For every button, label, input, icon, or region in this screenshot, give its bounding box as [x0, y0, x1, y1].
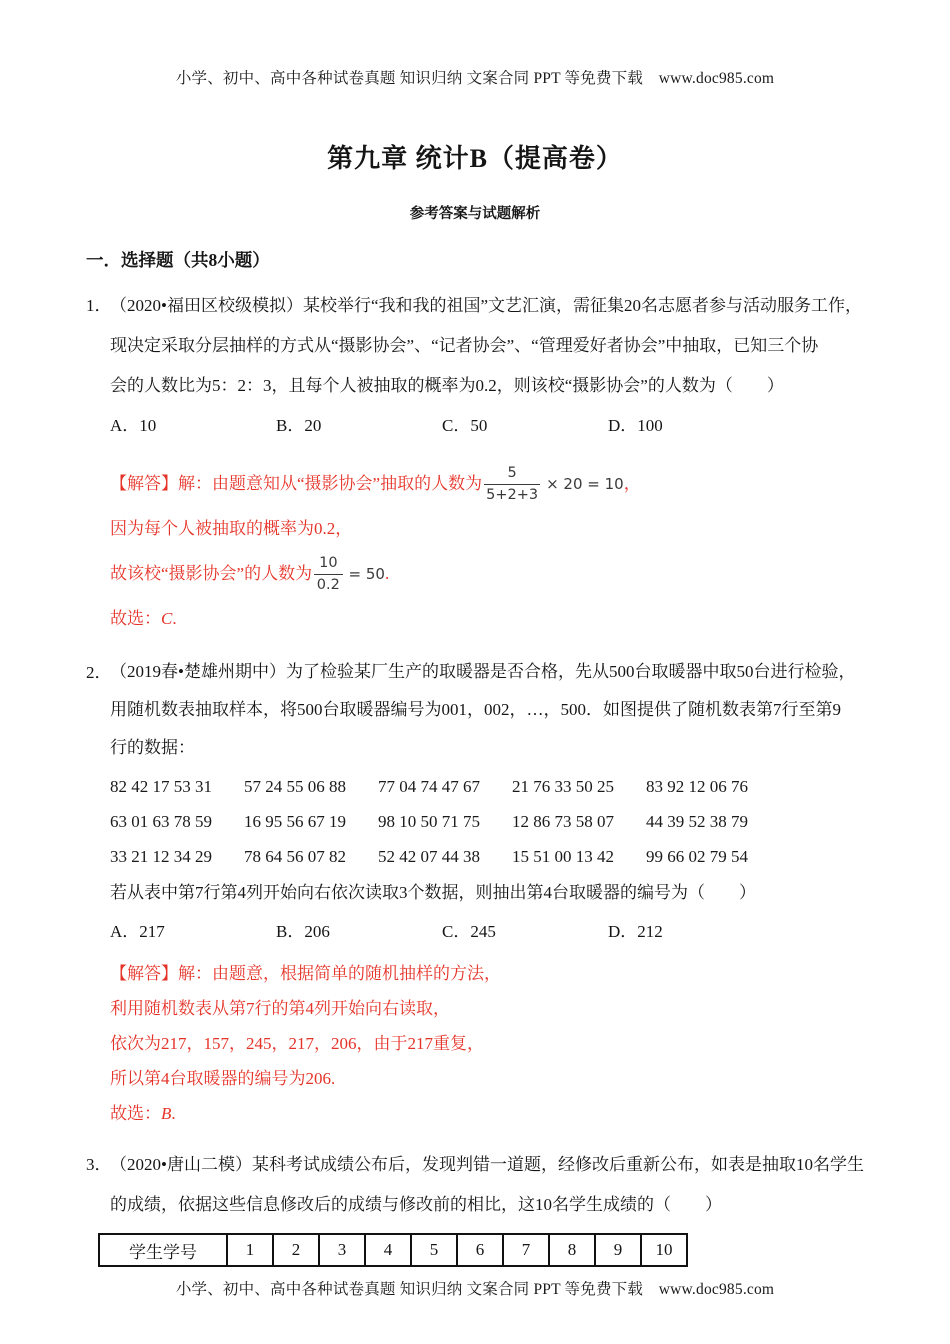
question-text-line: 的成绩，依据这些信息修改后的成绩与修改前的相比，这10名学生成绩的（ ）: [110, 1195, 722, 1214]
answer-punctuation: .: [384, 564, 390, 583]
question-1: [86, 286, 890, 639]
answer-line: 利用随机数表从第7行的第4列开始向右读取，: [110, 999, 450, 1018]
conclusion-punctuation: .: [172, 609, 177, 628]
doc-subtitle: 参考答案与试题解析: [409, 206, 541, 222]
answer-block: [110, 956, 890, 1131]
answer-text: 【解答】解：由题意知从“摄影协会”抽取的人数为: [110, 474, 483, 493]
section-heading: 一．选择题（共8小题）: [86, 250, 270, 270]
number-group: 77 04 74 47 67: [378, 777, 480, 796]
number-group: 98 10 50 71 75: [378, 812, 480, 831]
number-group: 99 66 02 79 54: [646, 847, 748, 866]
option-c: C．245: [442, 922, 496, 941]
number-group: 57 24 55 06 88: [244, 777, 346, 796]
fraction-denominator: 5+2+3: [486, 486, 539, 503]
options-row: [110, 406, 890, 446]
answer-line: 依次为217，157，245，217，206，由于217重复，: [110, 1034, 484, 1053]
number-group: 63 01 63 78 59: [110, 812, 212, 831]
answer-punctuation: ，: [623, 474, 641, 493]
question-2: [86, 653, 890, 1131]
page-footer: 小学、初中、高中各种试卷真题 知识归纳 文案合同 PPT 等免费下载 www.doc985.com: [175, 1281, 775, 1298]
random-number-row: [110, 839, 890, 874]
question-text-line: 行的数据：: [110, 738, 195, 757]
option-b: B．20: [276, 416, 322, 435]
random-number-row: [110, 804, 890, 839]
content-area: [0, 286, 950, 1267]
question-text-line: （2019春•楚雄州期中）为了检验某厂生产的取暖器是否合格，先从500台取暖器中取50台进行检验，: [110, 662, 856, 681]
question-text-line: 会的人数比为5：2：3，且每个人被抽取的概率为0.2，则该校“摄影协会”的人数为（ ）: [110, 376, 784, 395]
number-group: 16 95 56 67 19: [244, 812, 346, 831]
number-group: 44 39 52 38 79: [646, 812, 748, 831]
number-group: 21 76 33 50 25: [512, 777, 614, 796]
math-expression: × 20 = 10: [546, 475, 624, 493]
question-number: 2．: [86, 663, 112, 682]
table-cell: 6: [457, 1234, 503, 1266]
table-header-cell: 学生学号: [99, 1234, 227, 1266]
option-d: D．100: [608, 416, 663, 435]
answer-conclusion: [110, 1096, 890, 1131]
table-cell: 10: [641, 1234, 687, 1266]
answer-line: [110, 549, 890, 599]
answer-conclusion: [110, 599, 890, 639]
number-group: 33 21 12 34 29: [110, 847, 212, 866]
option-a: A．217: [110, 922, 165, 941]
table-row: [99, 1234, 687, 1266]
conclusion-punctuation: .: [171, 1104, 176, 1123]
conclusion-choice: B: [161, 1104, 172, 1123]
option-c: C．50: [442, 416, 488, 435]
table-cell: 2: [273, 1234, 319, 1266]
math-expression: = 50: [348, 565, 385, 583]
question-text-line: 用随机数表抽取样本，将500台取暖器编号为001，002，…，500．如图提供了随机数表第7行至第9: [110, 700, 841, 719]
option-d: D．212: [608, 922, 663, 941]
answer-line: 因为每个人被抽取的概率为0.2，: [110, 519, 353, 538]
fraction-denominator: 0.2: [316, 576, 340, 593]
random-number-row: [110, 769, 890, 804]
question-text-line: 现决定采取分层抽样的方式从“摄影协会”、“记者协会”、“管理爱好者协会”中抽取，已知三个协: [110, 336, 819, 355]
answer-block: [110, 459, 890, 639]
number-group: 78 64 56 07 82: [244, 847, 346, 866]
option-a: A．10: [110, 416, 157, 435]
number-group: 52 42 07 44 38: [378, 847, 480, 866]
table-cell: 1: [227, 1234, 273, 1266]
fraction: [484, 464, 540, 503]
fraction-numerator: 5: [484, 464, 540, 484]
table-cell: 5: [411, 1234, 457, 1266]
question-text-line: 若从表中第7行第4列开始向右依次读取3个数据，则抽出第4台取暖器的编号为（ ）: [110, 883, 756, 902]
number-group: 83 92 12 06 76: [646, 777, 748, 796]
question-text-line: （2020•福田区校级模拟）某校举行“我和我的祖国”文艺汇演，需征集20名志愿者参与活动服务工作，: [110, 296, 863, 315]
answer-text: 故该校“摄影协会”的人数为: [110, 564, 313, 583]
table-cell: 9: [595, 1234, 641, 1266]
conclusion-label: 故选：: [110, 609, 161, 628]
number-group: 15 51 00 13 42: [512, 847, 614, 866]
fraction-numerator: 10: [314, 554, 342, 574]
answer-line: 【解答】解：由题意，根据简单的随机抽样的方法，: [110, 964, 501, 983]
question-number: 3．: [86, 1155, 112, 1174]
options-row: [110, 912, 890, 952]
random-number-table: [110, 769, 890, 874]
number-group: 82 42 17 53 31: [110, 777, 212, 796]
conclusion-choice: C: [161, 609, 173, 628]
answer-line: 所以第4台取暖器的编号为206.: [110, 1069, 336, 1088]
question-number: 1．: [86, 296, 112, 315]
conclusion-label: 故选：: [110, 1104, 161, 1123]
table-cell: 3: [319, 1234, 365, 1266]
number-group: 12 86 73 58 07: [512, 812, 614, 831]
table-cell: 8: [549, 1234, 595, 1266]
doc-title: 第九章 统计B（提高卷）: [327, 144, 623, 173]
option-b: B．206: [276, 922, 330, 941]
question-text-line: （2020•唐山二模）某科考试成绩公布后，发现判错一道题，经修改后重新公布，如表是抽取10名学生: [110, 1155, 864, 1174]
answer-line: [110, 459, 890, 509]
student-score-table: [98, 1233, 688, 1267]
page-header: 小学、初中、高中各种试卷真题 知识归纳 文案合同 PPT 等免费下载 www.doc985.com: [175, 70, 775, 87]
table-cell: 4: [365, 1234, 411, 1266]
table-cell: 7: [503, 1234, 549, 1266]
fraction: [314, 554, 342, 593]
question-3: [86, 1145, 890, 1267]
